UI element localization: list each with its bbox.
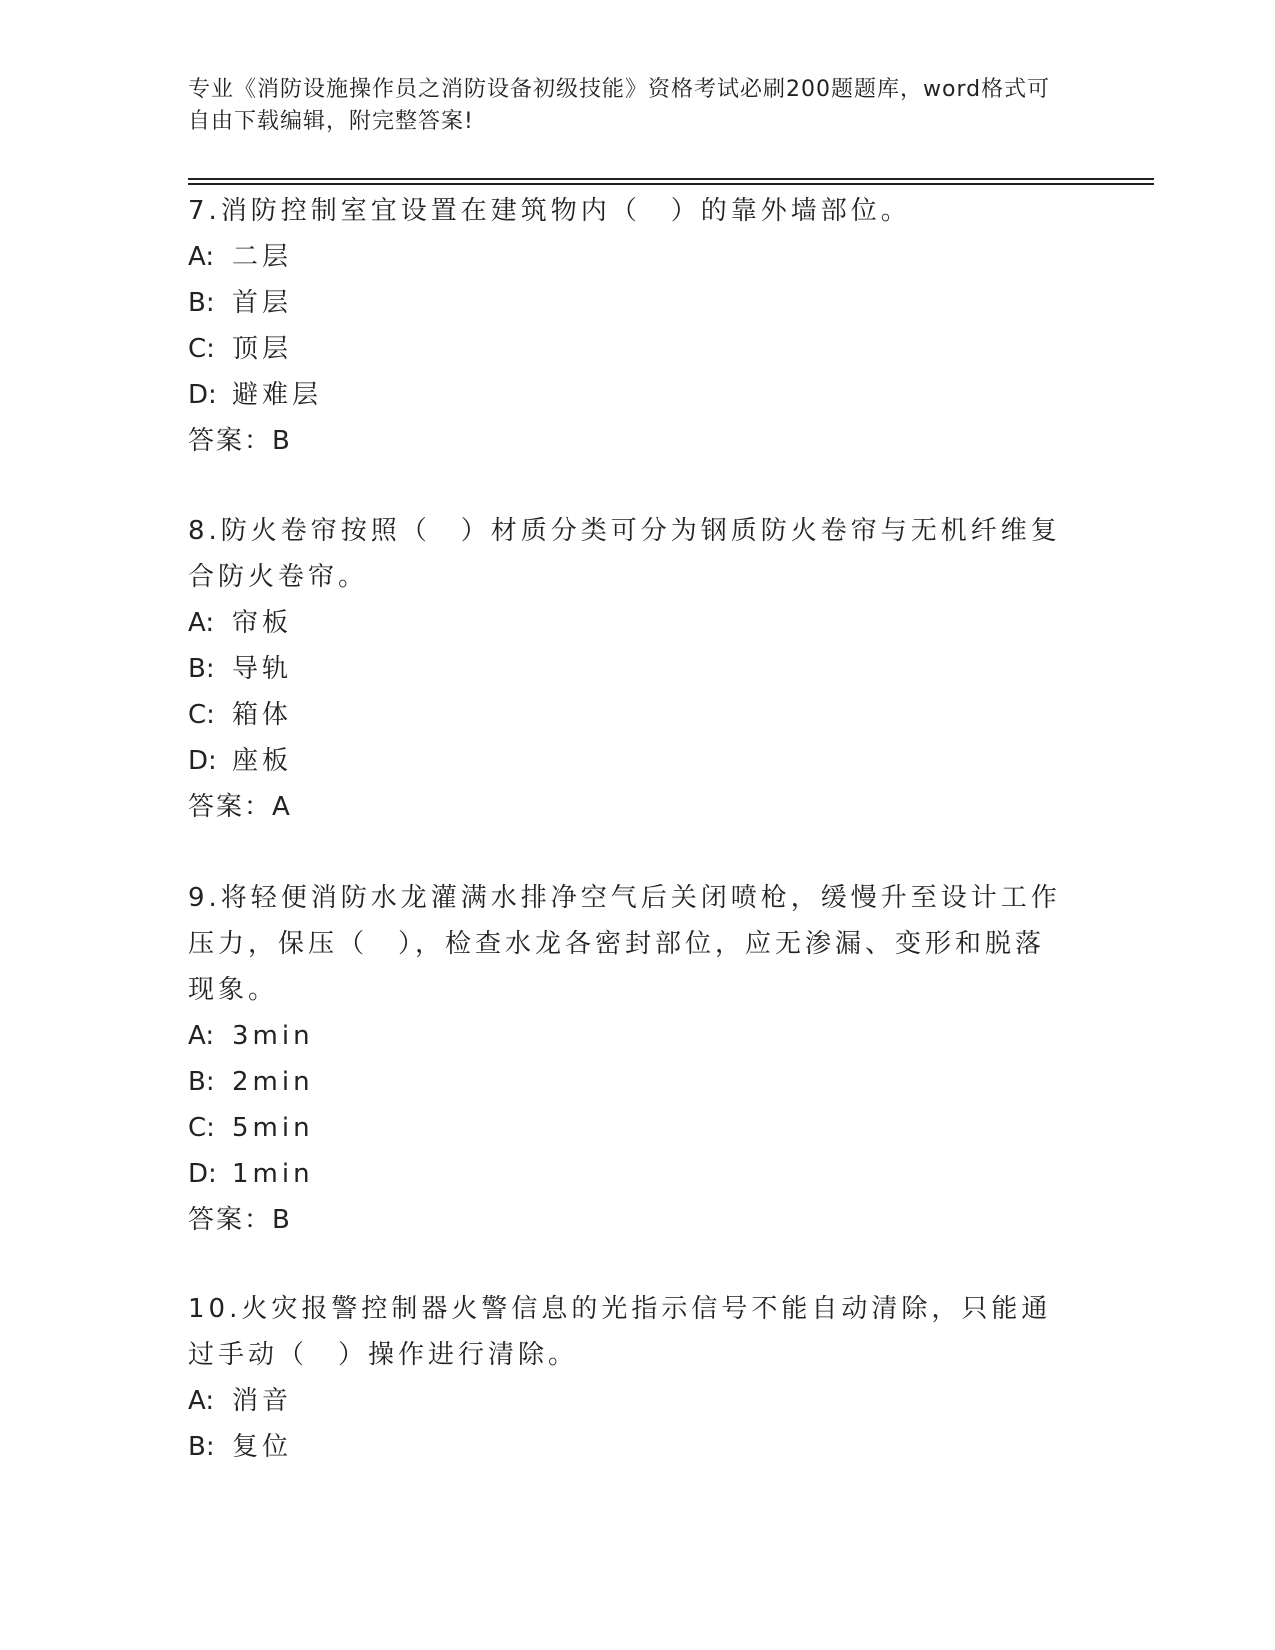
option-b: [188, 1059, 1068, 1105]
question-stem: 9.将轻便消防水龙灌满水排净空气后关闭喷枪，缓慢升至设计工作压力，保压（ ），检查水龙各密封部位，应无渗漏、变形和脱落现象。: [188, 883, 1061, 1005]
option-text: 座板: [232, 746, 293, 776]
option-a: [188, 1378, 1068, 1424]
option-text: 1min: [232, 1159, 314, 1189]
option-d: [188, 738, 1068, 784]
option-letter: B:: [188, 288, 215, 318]
option-letter: C:: [188, 700, 215, 730]
option-letter: B:: [188, 1432, 215, 1462]
option-text: 3min: [232, 1021, 314, 1051]
option-letter: A:: [188, 1021, 215, 1051]
option-text: 避难层: [232, 380, 323, 410]
option-letter: B:: [188, 1067, 215, 1097]
question-stem: 10.火灾报警控制器火警信息的光指示信号不能自动清除，只能通过手动（ ）操作进行清除。: [188, 1294, 1052, 1370]
option-a: [188, 234, 1068, 280]
option-b: [188, 646, 1068, 692]
option-letter: C:: [188, 1113, 215, 1143]
question-10: [188, 1286, 1068, 1470]
question-7: [188, 188, 1068, 464]
option-text: 导轨: [232, 654, 293, 684]
option-d: [188, 1151, 1068, 1197]
option-c: [188, 692, 1068, 738]
answer: 答案：B: [188, 1205, 292, 1235]
option-text: 5min: [232, 1113, 314, 1143]
option-letter: D:: [188, 746, 217, 776]
header-divider-top: [188, 178, 1154, 180]
option-letter: D:: [188, 1159, 217, 1189]
question-9: [188, 875, 1068, 1243]
option-letter: A:: [188, 608, 215, 638]
option-a: [188, 600, 1068, 646]
option-text: 顶层: [232, 334, 293, 364]
option-a: [188, 1013, 1068, 1059]
option-c: [188, 326, 1068, 372]
option-letter: A:: [188, 1386, 215, 1416]
header-divider-bottom: [188, 183, 1154, 185]
question-stem: 7.消防控制室宜设置在建筑物内（ ）的靠外墙部位。: [188, 196, 911, 226]
option-text: 二层: [232, 242, 293, 272]
option-text: 复位: [232, 1432, 293, 1462]
question-8: [188, 508, 1068, 830]
option-letter: A:: [188, 242, 215, 272]
question-stem: 8.防火卷帘按照（ ）材质分类可分为钢质防火卷帘与无机纤维复合防火卷帘。: [188, 516, 1061, 592]
option-d: [188, 372, 1068, 418]
option-letter: B:: [188, 654, 215, 684]
option-text: 消音: [232, 1386, 293, 1416]
option-text: 箱体: [232, 700, 293, 730]
option-letter: C:: [188, 334, 215, 364]
document-header: 专业《消防设施操作员之消防设备初级技能》资格考试必刷200题题库，word格式可自由下载编辑，附完整答案!: [188, 77, 1051, 134]
option-b: [188, 1424, 1068, 1470]
answer: 答案：A: [188, 792, 292, 822]
option-b: [188, 280, 1068, 326]
option-text: 2min: [232, 1067, 314, 1097]
option-c: [188, 1105, 1068, 1151]
option-text: 首层: [232, 288, 293, 318]
answer: 答案：B: [188, 426, 292, 456]
option-letter: D:: [188, 380, 217, 410]
option-text: 帘板: [232, 608, 293, 638]
